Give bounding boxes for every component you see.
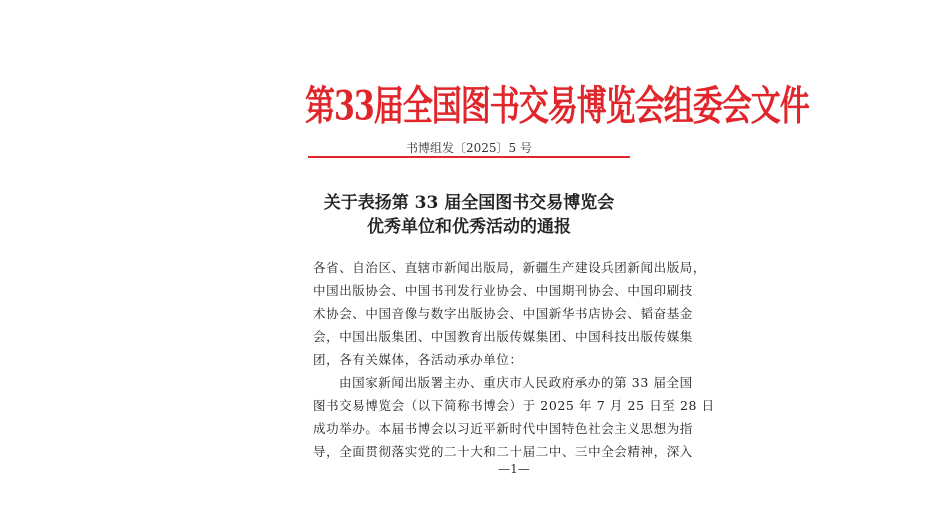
paragraph-line: 成功举办。本届书博会以习近平新时代中国特色社会主义思想为指	[313, 421, 693, 436]
addressee-line: 术协会、中国音像与数字出版协会、中国新华书店协会、韬奋基金	[313, 306, 693, 321]
paragraph-line: 图书交易博览会（以下简称书博会）于 2025 年 7 月 25 日至 28 日	[313, 398, 715, 413]
paragraph-line: 导，全面贯彻落实党的二十大和二十届二中、三中全会精神，深入	[313, 444, 693, 459]
addressee-line: 会，中国出版集团、中国教育出版传媒集团、中国科技出版传媒集	[313, 329, 693, 344]
red-divider-line	[308, 156, 630, 158]
document-number: 书博组发〔2025〕5 号	[406, 141, 532, 155]
addressee-line: 各省、自治区、直辖市新闻出版局，新疆生产建设兵团新闻出版局，	[313, 260, 707, 275]
red-header-title: 第33届全国图书交易博览会组委会文件	[305, 82, 809, 131]
page-number: —1—	[498, 462, 530, 476]
addressee-line: 团，各有关媒体，各活动承办单位：	[313, 352, 523, 367]
notice-title-line-1: 关于表扬第 33 届全国图书交易博览会	[323, 193, 615, 213]
paragraph-line: 由国家新闻出版署主办、重庆市人民政府承办的第 33 届全国	[339, 375, 693, 390]
addressee-line: 中国出版协会、中国书刊发行业协会、中国期刊协会、中国印刷技	[313, 283, 693, 298]
notice-title-line-2: 优秀单位和优秀活动的通报	[367, 217, 571, 237]
